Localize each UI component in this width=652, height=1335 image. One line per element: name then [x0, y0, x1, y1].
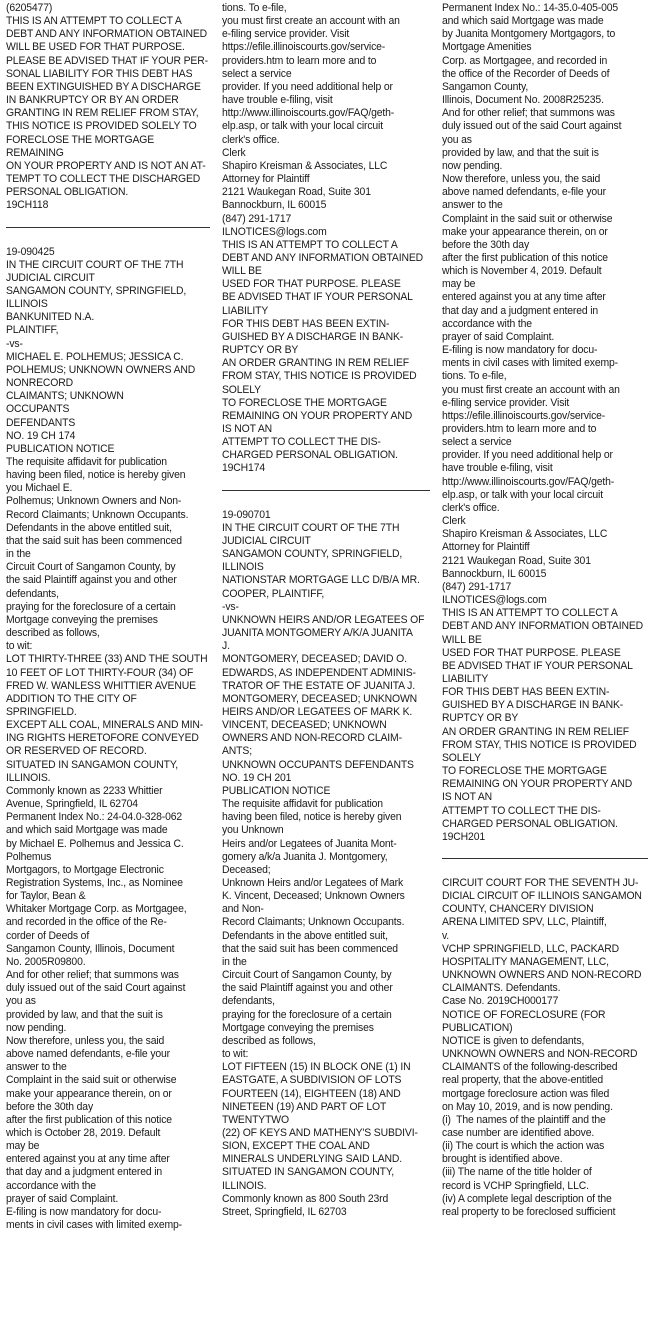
- column-3: [434, 0, 652, 1335]
- notice-block: 19-090701 IN THE CIRCUIT COURT OF THE 7TH JUDICIAL CIRCUIT SANGAMON COUNTY, SPRINGFIELD, ILLINOIS NATIONSTAR MORTGAGE LLC D/B/A MR. COOPER, PLAINTIFF, -vs- UNKNOWN HEIRS AND/OR LEGATEES OF JUANITA MONTGOMERY A/K/A JUANITA J. MONTGOMERY, DECEASED; DAVID O. EDWARDS, AS INDEPENDENT ADMINIS- TRATOR OF THE ESTATE OF JUANITA J. MONTGOMERY, DECEASED; UNKNOWN HEIRS AND/OR LEGATEES OF MARK K. VINCENT, DECEASED; UNKNOWN OWNERS AND NON-RECORD CLAIM- ANTS; UNKNOWN OCCUPANTS DEFENDANTS NO. 19 CH 201 PUBLICATION NOTICE The requisite affidavit for publication having been filed, notice is hereby given you Unknown Heirs and/or Legatees of Juanita Mont- gomery a/k/a Juanita J. Montgomery, Deceased; Unknown Heirs and/or Legatees of Mark K. Vincent, Deceased; Unknown Owners and Non- Record Claimants; Unknown Occupants. Defendants in the above entitled suit, that the said suit has been commenced in the Circuit Court of Sangamon County, by the said Plaintiff against you and other defendants, praying for the foreclosure of a certain Mortgage conveying the premises described as follows, to wit: LOT FIFTEEN (15) IN BLOCK ONE (1) IN EASTGATE, A SUBDIVISION OF LOTS FOURTEEN (14), EIGHTEEN (18) AND NINETEEN (19) AND PART OF LOT TWENTYTWO (22) OF KEYS AND MATHENY'S SUBDIVI- SION, EXCEPT THE COAL AND MINERALS UNDERLYING SAID LAND. SITUATED IN SANGAMON COUNTY, ILLINOIS. Commonly known as 800 South 23rd Street, Springfield, IL 62703: [222, 508, 425, 1218]
- notice-block: (6205477) THIS IS AN ATTEMPT TO COLLECT A DEBT AND ANY INFORMATION OBTAINED WILL BE USED FOR THAT PURPOSE. PLEASE BE ADVISED THAT IF YOUR PER- SONAL LIABILITY FOR THIS DEBT HAS BEEN EXTINGUISHED BY A DISCHARGE IN BANKRUPTCY OR BY AN ORDER GRANTING IN REM RELIEF FROM STAY, THIS NOTICE IS PROVIDED SOLELY TO FORECLOSE THE MORTGAGE REMAINING ON YOUR PROPERTY AND IS NOT AN AT- TEMPT TO COLLECT THE DISCHARGED PERSONAL OBLIGATION. 19CH118: [6, 2, 208, 212]
- notice-block: 19-090425 IN THE CIRCUIT COURT OF THE 7TH JUDICIAL CIRCUIT SANGAMON COUNTY, SPRINGFIELD, ILLINOIS BANKUNITED N.A. PLAINTIFF, -vs- MICHAEL E. POLHEMUS; JESSICA C. POLHEMUS; UNKNOWN OWNERS AND NONRECORD CLAIMANTS; UNKNOWN OCCUPANTS DEFENDANTS NO. 19 CH 174 PUBLICATION NOTICE The requisite affidavit for publication having been filed, notice is hereby given you Michael E. Polhemus; Unknown Owners and Non- Record Claimants; Unknown Occupants. Defendants in the above entitled suit, that the said suit has been commenced in the Circuit Court of Sangamon County, by the said Plaintiff against you and other defendants, praying for the foreclosure of a certain Mortgage conveying the premises described as follows, to wit: LOT THIRTY-THREE (33) AND THE SOUTH 10 FEET OF LOT THIRTY-FOUR (34) OF FRED W. WANLESS WHITTIER AVENUE ADDITION TO THE CITY OF SPRINGFIELD. EXCEPT ALL COAL, MINERALS AND MIN- ING RIGHTS HERETOFORE CONVEYED OR RESERVED OF RECORD. SITUATED IN SANGAMON COUNTY, ILLINOIS. Commonly known as 2233 Whittier Avenue, Springfield, IL 62704 Permanent Index No.: 24-04.0-328-062 and which said Mortgage was made by Michael E. Polhemus and Jessica C. Polhemus Mortgagors, to Mortgage Electronic Registration Systems, Inc., as Nominee for Taylor, Bean & Whitaker Mortgage Corp. as Mortgagee, and recorded in the office of the Re- corder of Deeds of Sangamon County, Illinois, Document No. 2005R09800. And for other relief; that summons was duly issued out of the said Court against you as provided by law, and that the suit is now pending. Now therefore, unless you, the said above named defendants, e-file your answer to the Complaint in the said suit or otherwise make your appearance therein, on or before the 30th day after the first publication of this notice which is October 28, 2019. Default may be entered against you at any time after that day and a judgment entered in accordance with the prayer of said Complaint. E-filing is now mandatory for docu- ments in civil cases with limited exemp-: [6, 245, 208, 1232]
- notice-block: CIRCUIT COURT FOR THE SEVENTH JU- DICIAL CIRCUIT OF ILLINOIS SANGAMON COUNTY, CHANCERY DIVISION ARENA LIMITED SPV, LLC, Plaintiff, v. VCHP SPRINGFIELD, LLC, PACKARD HOSPITALITY MANAGEMENT, LLC, UNKNOWN OWNERS AND NON-RECORD CLAIMANTS. Defendants. Case No. 2019CH000177 NOTICE OF FORECLOSURE (FOR PUBLICATION) NOTICE is given to defendants, UNKNOWN OWNERS and NON-RECORD CLAIMANTS of the following-described real property, that the above-entitled mortgage foreclosure action was filed on May 10, 2019, and is now pending. (i) The names of the plaintiff and the case number are identified above. (ii) The court is which the action was brought is identified above. (iii) The name of the title holder of record is VCHP Springfield, LLC. (iv) A complete legal description of the real property to be foreclosed sufficient: [442, 877, 642, 1218]
- column-2: [214, 0, 434, 1335]
- column-1: [0, 0, 214, 1335]
- notice-divider: [442, 858, 648, 859]
- notice-divider: [6, 227, 210, 228]
- notice-block: tions. To e-file, you must first create an account with an e-filing service provider. Visit https://efile.illinoiscourts.gov/service- providers.htm to learn more and to select a service provider. If you need additional help or have trouble e-filing, visit http://www.illinoiscourts.gov/FAQ/geth- elp.asp, or talk with your local circuit clerk's office. Clerk Shapiro Kreisman & Associates, LLC Attorney for Plaintiff 2121 Waukegan Road, Suite 301 Bannockburn, IL 60015 (847) 291-1717 ILNOTICES@logs.com THIS IS AN ATTEMPT TO COLLECT A DEBT AND ANY INFORMATION OBTAINED WILL BE USED FOR THAT PURPOSE. PLEASE BE ADVISED THAT IF YOUR PERSONAL LIABILITY FOR THIS DEBT HAS BEEN EXTIN- GUISHED BY A DISCHARGE IN BANK- RUPTCY OR BY AN ORDER GRANTING IN REM RELIEF FROM STAY, THIS NOTICE IS PROVIDED SOLELY TO FORECLOSE THE MORTGAGE REMAINING ON YOUR PROPERTY AND IS NOT AN ATTEMPT TO COLLECT THE DIS- CHARGED PERSONAL OBLIGATION. 19CH174: [222, 2, 424, 475]
- notice-block: Permanent Index No.: 14-35.0-405-005 and which said Mortgage was made by Juanita Montgomery Mortgagors, to Mortgage Amenities Corp. as Mortgagee, and recorded in the office of the Recorder of Deeds of Sangamon County, Illinois, Document No. 2008R25235. And for other relief; that summons was duly issued out of the said Court against you as provided by law, and that the suit is now pending. Now therefore, unless you, the said above named defendants, e-file your answer to the Complaint in the said suit or otherwise make your appearance therein, on or before the 30th day after the first publication of this notice which is November 4, 2019. Default may be entered against you at any time after that day and a judgment entered in accordance with the prayer of said Complaint. E-filing is now mandatory for docu- ments in civil cases with limited exemp- tions. To e-file, you must first create an account with an e-filing service provider. Visit https://efile.illinoiscourts.gov/service- providers.htm to learn more and to select a service provider. If you need additional help or have trouble e-filing, visit http://www.illinoiscourts.gov/FAQ/geth- elp.asp, or talk with your local circuit clerk's office. Clerk Shapiro Kreisman & Associates, LLC Attorney for Plaintiff 2121 Waukegan Road, Suite 301 Bannockburn, IL 60015 (847) 291-1717 ILNOTICES@logs.com THIS IS AN ATTEMPT TO COLLECT A DEBT AND ANY INFORMATION OBTAINED WILL BE USED FOR THAT PURPOSE. PLEASE BE ADVISED THAT IF YOUR PERSONAL LIABILITY FOR THIS DEBT HAS BEEN EXTIN- GUISHED BY A DISCHARGE IN BANK- RUPTCY OR BY AN ORDER GRANTING IN REM RELIEF FROM STAY, THIS NOTICE IS PROVIDED SOLELY TO FORECLOSE THE MORTGAGE REMAINING ON YOUR PROPERTY AND IS NOT AN ATTEMPT TO COLLECT THE DIS- CHARGED PERSONAL OBLIGATION. 19CH201: [442, 2, 644, 843]
- notice-divider: [222, 490, 430, 491]
